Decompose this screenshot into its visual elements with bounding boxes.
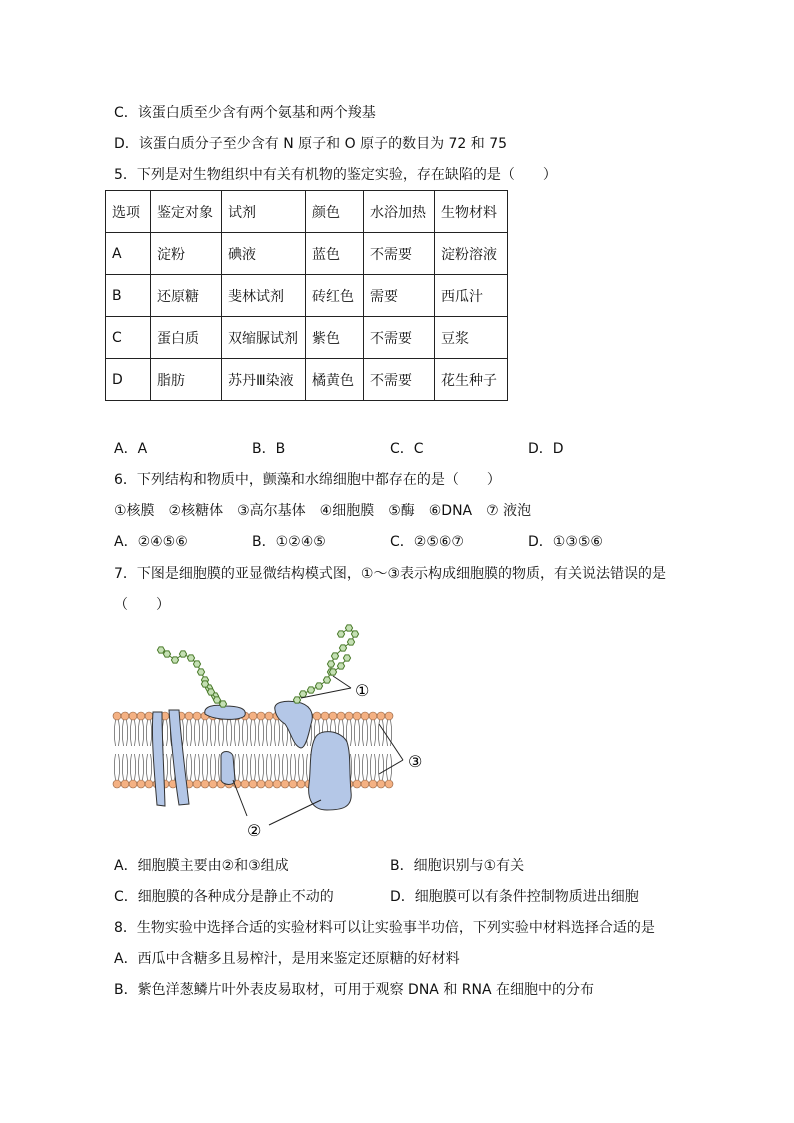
- sugar-chains: [157, 625, 358, 707]
- phospholipid-head: [249, 712, 257, 720]
- sugar-bead: [307, 687, 314, 693]
- q5-option-c: C．C: [390, 441, 424, 457]
- table-row: [106, 317, 508, 359]
- embedded-protein-large: [309, 732, 352, 810]
- phospholipid-head: [209, 780, 217, 788]
- phospholipid-head: [265, 712, 273, 720]
- table-cell: 双缩脲试剂: [222, 317, 306, 359]
- phospholipid-head: [121, 712, 129, 720]
- q4-option-c: C．该蛋白质至少含有两个氨基和两个羧基: [114, 105, 376, 121]
- phospholipid-head: [297, 780, 305, 788]
- phospholipid-head: [257, 712, 265, 720]
- table-cell: A: [106, 233, 151, 275]
- sugar-bead: [345, 625, 352, 631]
- phospholipid-head: [257, 780, 265, 788]
- table-cell: 蛋白质: [151, 317, 222, 359]
- q5-table: [105, 190, 508, 401]
- sugar-bead: [213, 697, 220, 703]
- phospholipid-head: [265, 780, 273, 788]
- phospholipid-head: [193, 780, 201, 788]
- phospholipid-head: [321, 712, 329, 720]
- q4-option-d: D．该蛋白质分子至少含有 N 原子和 O 原子的数目为 72 和 75: [114, 136, 508, 152]
- table-cell: D: [106, 359, 151, 401]
- table-header-cell: 水浴加热: [364, 191, 435, 233]
- table-cell: 脂肪: [151, 359, 222, 401]
- phospholipid-head: [329, 712, 337, 720]
- label-3: ③: [408, 752, 423, 771]
- phospholipid-head: [313, 712, 321, 720]
- q6-option-d: D．①③⑤⑥: [528, 534, 603, 550]
- sugar-bead: [339, 645, 346, 651]
- table-header-cell: 鉴定对象: [151, 191, 222, 233]
- q5-stem: 5．下列是对生物组织中有关有机物的鉴定实验，存在缺陷的是（ ）: [114, 167, 557, 183]
- table-cell: 紫色: [306, 317, 364, 359]
- table-cell: 花生种子: [435, 359, 508, 401]
- sugar-bead: [299, 691, 306, 697]
- sugar-bead: [179, 651, 186, 657]
- phospholipid-head: [377, 780, 385, 788]
- table-cell: 砖红色: [306, 275, 364, 317]
- table-cell: 橘黄色: [306, 359, 364, 401]
- label-2: ②: [247, 821, 262, 840]
- glycoprotein: [275, 701, 312, 748]
- phospholipid-head: [145, 780, 153, 788]
- q5-option-d: D．D: [528, 441, 564, 457]
- q7-option-c: C．细胞膜的各种成分是静止不动的: [114, 889, 334, 905]
- table-cell: 苏丹Ⅲ染液: [222, 359, 306, 401]
- q7-option-d: D．细胞膜可以有条件控制物质进出细胞: [390, 889, 639, 905]
- table-cell: 不需要: [364, 233, 435, 275]
- table-row: [106, 233, 508, 275]
- q5-option-b: B．B: [252, 441, 286, 457]
- q6-items: ①核膜 ②核糖体 ③高尔基体 ④细胞膜 ⑤酶 ⑥DNA ⑦ 液泡: [114, 503, 532, 519]
- table-cell: 淀粉: [151, 233, 222, 275]
- phospholipid-head: [273, 780, 281, 788]
- table-cell: 需要: [364, 275, 435, 317]
- phospholipid-head: [337, 712, 345, 720]
- phospholipid-head: [129, 712, 137, 720]
- phospholipid-head: [345, 712, 353, 720]
- table-cell: 西瓜汁: [435, 275, 508, 317]
- phospholipid-head: [281, 780, 289, 788]
- phospholipid-head: [241, 780, 249, 788]
- sugar-bead: [171, 657, 178, 663]
- sugar-bead: [293, 697, 300, 703]
- q8-option-a: A．西瓜中含糖多且易榨汁，是用来鉴定还原糖的好材料: [114, 951, 460, 967]
- table-cell: 不需要: [364, 359, 435, 401]
- sugar-bead: [163, 651, 170, 657]
- sugar-bead: [347, 639, 354, 645]
- phospholipid-head: [361, 780, 369, 788]
- table-row: [106, 275, 508, 317]
- table-cell: 还原糖: [151, 275, 222, 317]
- embedded-protein-small: [221, 752, 235, 785]
- sugar-bead: [331, 653, 338, 659]
- sugar-bead: [157, 647, 164, 653]
- table-cell: B: [106, 275, 151, 317]
- table-cell: 不需要: [364, 317, 435, 359]
- phospholipid-head: [145, 712, 153, 720]
- sugar-bead: [323, 677, 330, 683]
- phospholipid-head: [193, 712, 201, 720]
- phospholipid-head: [385, 780, 393, 788]
- q7-option-b: B．细胞识别与①有关: [390, 858, 525, 874]
- cell-membrane-diagram: [105, 620, 445, 845]
- phospholipid-head: [129, 780, 137, 788]
- sugar-bead: [187, 655, 194, 661]
- sugar-bead: [193, 661, 200, 667]
- sugar-bead: [351, 631, 358, 637]
- phospholipid-head: [113, 712, 121, 720]
- phospholipid-head: [121, 780, 129, 788]
- sugar-bead: [327, 661, 334, 667]
- phospholipid-head: [185, 712, 193, 720]
- q6-option-b: B．①②④⑤: [252, 534, 326, 550]
- phospholipid-head: [377, 712, 385, 720]
- sugar-bead: [207, 689, 214, 695]
- sugar-bead: [329, 669, 336, 675]
- label-1: ①: [355, 681, 370, 700]
- phospholipid-head: [113, 780, 121, 788]
- q6-option-c: C．②⑤⑥⑦: [390, 534, 464, 550]
- sugar-bead: [219, 701, 226, 707]
- sugar-bead: [197, 669, 204, 675]
- phospholipid-head: [289, 780, 297, 788]
- phospholipid-head: [249, 780, 257, 788]
- sugar-bead: [343, 655, 350, 661]
- table-header-cell: 颜色: [306, 191, 364, 233]
- phospholipid-head: [353, 780, 361, 788]
- table-header-cell: 选项: [106, 191, 151, 233]
- q7-stem: 7．下图是细胞膜的亚显微结构模式图，①～③表示构成细胞膜的物质，有关说法错误的是: [114, 566, 667, 582]
- q6-option-a: A．②④⑤⑥: [114, 534, 188, 550]
- phospholipid-head: [201, 780, 209, 788]
- phospholipid-head: [369, 712, 377, 720]
- table-cell: C: [106, 317, 151, 359]
- table-header-cell: 生物材料: [435, 191, 508, 233]
- q8-option-b: B．紫色洋葱鳞片叶外表皮易取材，可用于观察 DNA 和 RNA 在细胞中的分布: [114, 982, 595, 998]
- channel-protein-left: [152, 712, 165, 806]
- table-cell: 蓝色: [306, 233, 364, 275]
- sugar-bead: [201, 681, 208, 687]
- phospholipid-head: [369, 780, 377, 788]
- phospholipid-head: [353, 712, 361, 720]
- sugar-bead: [337, 663, 344, 669]
- phospholipid-head: [385, 712, 393, 720]
- phospholipid-head: [361, 712, 369, 720]
- table-header-row: [106, 191, 508, 233]
- table-cell: 斐林试剂: [222, 275, 306, 317]
- table-header-cell: 试剂: [222, 191, 306, 233]
- sugar-bead: [337, 631, 344, 637]
- sugar-bead: [315, 683, 322, 689]
- q5-option-a: A．A: [114, 441, 148, 457]
- table-cell: 碘液: [222, 233, 306, 275]
- channel-protein-right: [169, 710, 189, 805]
- table-cell: 淀粉溶液: [435, 233, 508, 275]
- q7-stem-paren: （ ）: [114, 597, 170, 613]
- phospholipid-head: [137, 712, 145, 720]
- q8-stem: 8．生物实验中选择合适的实验材料可以让实验事半功倍，下列实验中材料选择合适的是: [114, 920, 655, 936]
- q7-option-a: A．细胞膜主要由②和③组成: [114, 858, 289, 874]
- table-row: [106, 359, 508, 401]
- phospholipid-head: [137, 780, 145, 788]
- q6-stem: 6．下列结构和物质中，颤藻和水绵细胞中都存在的是（ ）: [114, 472, 501, 488]
- table-cell: 豆浆: [435, 317, 508, 359]
